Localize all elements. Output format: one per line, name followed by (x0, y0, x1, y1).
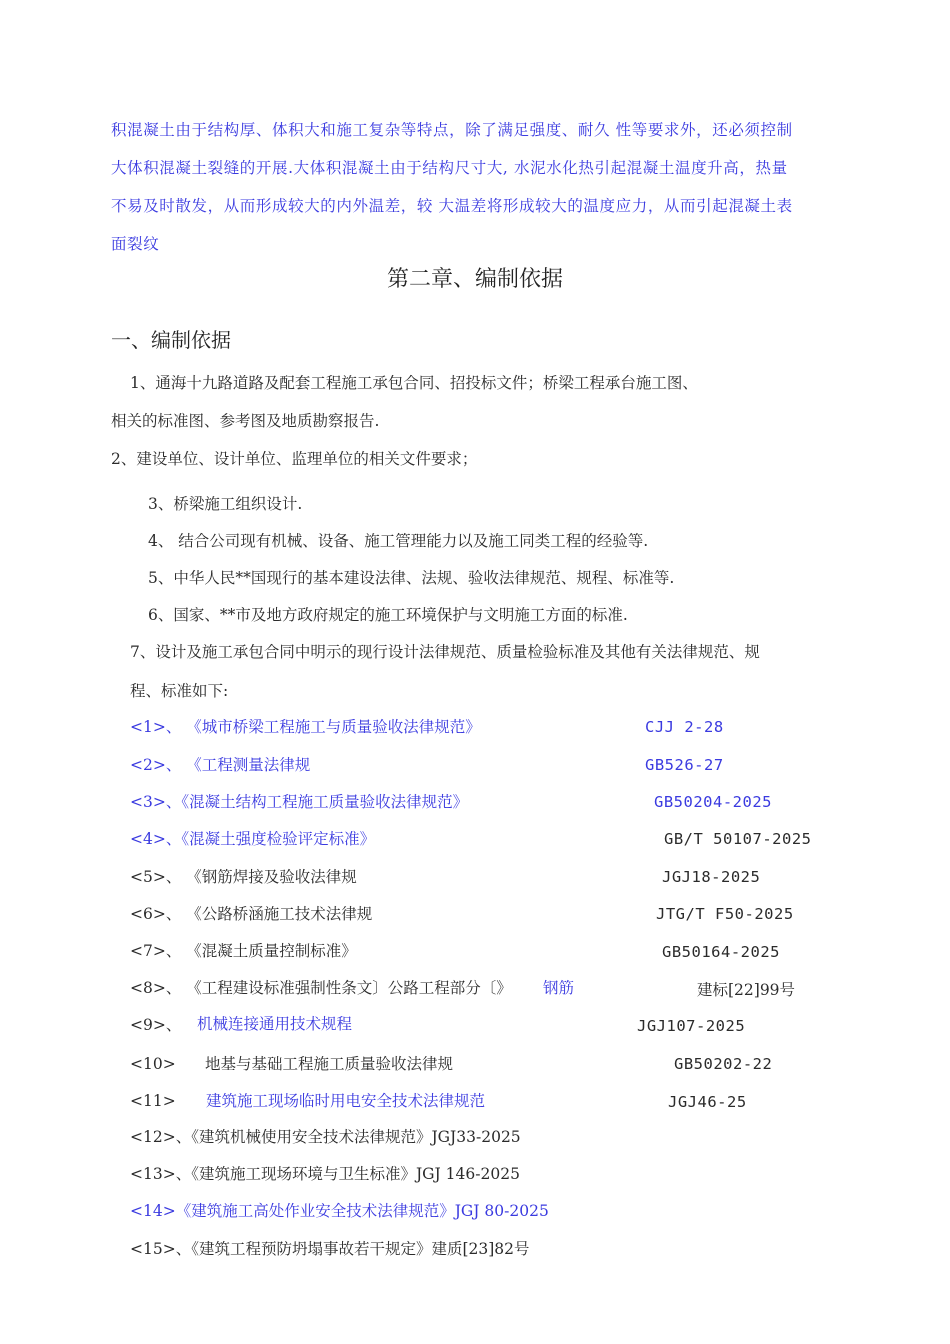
ref-11-label: <11> (130, 1092, 176, 1110)
basis-item-3: 3、桥梁施工组织设计. (148, 495, 303, 513)
ref-6-label: <6>、 《公路桥涵施工技术法律规 (130, 905, 373, 923)
ref-15-label: <15>、《建筑工程预防坍塌事故若干规定》建质[23]82号 (130, 1240, 530, 1258)
basis-item-5: 5、中华人民**国现行的基本建设法律、法规、验收法律规范、规程、标准等. (148, 569, 675, 587)
ref-2-code: GB526-27 (645, 756, 724, 774)
ref-1-label: <1>、 《城市桥梁工程施工与质量验收法律规范》 (130, 718, 481, 736)
ref-8-code: 建标[22]99号 (697, 981, 796, 999)
section-title: 一、编制依据 (111, 328, 231, 352)
ref-9-label: <9>、 (130, 1016, 182, 1034)
ref-8-label-extra: 钢筋 (543, 979, 575, 997)
ref-6-code: JTG/T F50-2025 (656, 905, 794, 923)
intro-line-3: 不易及时散发，从而形成较大的内外温差，较 大温差将形成较大的温度应力，从而引起混凝土表 (111, 197, 793, 215)
ref-4-label: <4>、《混凝土强度检验评定标准》 (130, 830, 376, 848)
basis-item-4: 4、 结合公司现有机械、设备、施工管理能力以及施工同类工程的经验等. (148, 532, 649, 550)
basis-item-7-cont: 程、标准如下: (130, 682, 229, 700)
chapter-title: 第二章、编制依据 (386, 267, 563, 292)
ref-10-label: <10> (130, 1055, 176, 1073)
basis-item-2: 2、建设单位、设计单位、监理单位的相关文件要求； (111, 450, 478, 468)
ref-7-label-prefix (130, 941, 357, 961)
ref-2-label: <2>、 《工程测量法律规 (130, 756, 311, 774)
ref-3-code: GB50204-2025 (654, 793, 772, 811)
ref-7-code: GB50164-2025 (662, 943, 780, 961)
ref-11-label-extra: 建筑施工现场临时用电安全技术法律规范 (206, 1092, 486, 1110)
ref-9-label-extra: 机械连接通用技术规程 (197, 1015, 353, 1033)
ref-9-code: JGJ107-2025 (637, 1017, 746, 1035)
intro-line-1: 积混凝土由于结构厚、体积大和施工复杂等特点，除了满足强度、耐久 性等要求外，还必须控制 (111, 121, 793, 139)
basis-item-6: 6、国家、**市及地方政府规定的施工环境保护与文明施工方面的标准. (148, 606, 628, 624)
ref-7-label: <7>、 《混凝土质量控制标准》 (130, 942, 357, 960)
ref-12-label: <12>、《建筑机械使用安全技术法律规范》JGJ33-2025 (130, 1128, 521, 1146)
ref-10-code: GB50202-22 (674, 1055, 773, 1073)
ref-10-label-extra: 地基与基础工程施工质量验收法律规 (205, 1055, 454, 1073)
ref-1-code: CJJ 2-28 (645, 718, 724, 736)
ref-11-code: JGJ46-25 (668, 1093, 747, 1111)
ref-5-label: <5>、 《钢筋焊接及验收法律规 (130, 868, 357, 886)
intro-line-2: 大体积混凝土裂缝的开展.大体积混凝土由于结构尺寸大, 水泥水化热引起混凝土温度升高，热量 (111, 159, 788, 177)
ref-14-label: <14>《建筑施工高处作业安全技术法律规范》JGJ 80-2025 (130, 1202, 549, 1220)
ref-5-code: JGJ18-2025 (662, 868, 761, 886)
basis-item-1-cont: 相关的标准图、参考图及地质勘察报告. (111, 412, 380, 430)
intro-line-4: 面裂纹 (111, 235, 160, 253)
ref-3-label: <3>、《混凝土结构工程施工质量验收法律规范》 (130, 793, 469, 811)
basis-item-7: 7、设计及施工承包合同中明示的现行设计法律规范、质量检验标准及其他有关法律规范、规 (130, 643, 760, 661)
basis-item-1: 1、通海十九路道路及配套工程施工承包合同、招投标文件；桥梁工程承台施工图、 (130, 374, 698, 392)
ref-13-label: <13>、《建筑施工现场环境与卫生标准》JGJ 146-2025 (130, 1165, 520, 1183)
ref-8-label: <8>、 《工程建设标准强制性条文〕公路工程部分〔》 (130, 979, 512, 997)
ref-4-code: GB/T 50107-2025 (664, 830, 812, 848)
